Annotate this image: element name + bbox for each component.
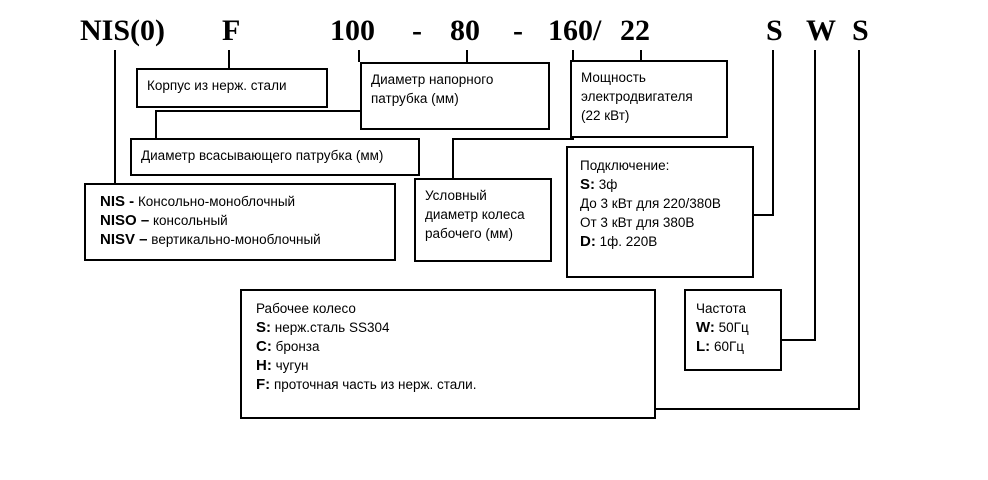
box-pump-types-row-3 — [100, 230, 380, 249]
box-impeller-material-row-1 — [256, 318, 640, 337]
box-impeller-material-row-2-code: C: — [256, 338, 272, 355]
box-connection-row-1-code: S: — [580, 176, 595, 193]
box-stainless-body-line-1: Корпус из нерж. стали — [147, 78, 287, 93]
box-frequency-title: Частота — [696, 301, 747, 316]
box-impeller-material-row-3-text: чугун — [275, 358, 309, 373]
box-motor-power — [570, 60, 728, 138]
box-impeller-material-title: Рабочее колесо — [256, 301, 356, 316]
box-pressure-nozzle-line-1: Диаметр напорного — [371, 72, 494, 87]
connector-s2-vertical — [858, 50, 860, 409]
connector-f-vertical — [228, 50, 230, 68]
code-token-w: W — [806, 14, 836, 47]
box-pump-types-row-2 — [100, 211, 380, 230]
code-token-80: 80 — [450, 14, 480, 47]
box-connection-row-1 — [580, 175, 740, 194]
code-token-f: F — [222, 14, 241, 47]
code-token-s1: S — [766, 14, 783, 47]
connector-160-vertical — [452, 138, 454, 178]
box-motor-power-line-1: Мощность — [581, 70, 646, 85]
box-impeller-material-row-4-text: проточная часть из нерж. стали. — [273, 377, 477, 392]
connector-w-vertical — [814, 50, 816, 340]
box-frequency-row-2 — [696, 337, 770, 356]
box-impeller-diameter-line-2: диаметр колеса — [425, 207, 525, 222]
connector-s1-horizontal — [754, 214, 774, 216]
box-frequency-row-2-code: L: — [696, 338, 711, 355]
box-connection-row-1-text: 3ф — [598, 177, 618, 192]
box-connection — [566, 146, 754, 278]
connector-w-horizontal — [782, 339, 816, 341]
box-connection-row-4-code: D: — [580, 233, 596, 250]
box-pump-types-row-3-text: вертикально-моноблочный — [151, 232, 321, 247]
box-frequency — [684, 289, 782, 371]
box-pump-types-row-2-text: консольный — [152, 213, 228, 228]
box-pump-types-row-1 — [100, 192, 380, 211]
box-impeller-material-row-3-code: H: — [256, 357, 272, 374]
code-token-dash-1: - — [412, 14, 422, 47]
box-suction-nozzle-line-1: Диаметр всасывающего патрубка (мм) — [141, 148, 384, 163]
box-impeller-diameter-line-1: Условный — [425, 188, 487, 203]
code-token-s2: S — [852, 14, 869, 47]
box-connection-row-4-text: 1ф. 220В — [599, 234, 658, 249]
box-pump-types-row-3-code: NISV – — [100, 231, 148, 248]
box-connection-title: Подключение: — [580, 158, 670, 173]
box-pressure-nozzle-line-2: патрубка (мм) — [371, 91, 459, 106]
box-frequency-row-1 — [696, 318, 770, 337]
connector-s2-horizontal — [655, 408, 860, 410]
box-stainless-body — [136, 68, 328, 108]
box-connection-row-4 — [580, 232, 740, 251]
code-token-100: 100 — [330, 14, 375, 47]
connector-suction-vertical — [155, 110, 157, 138]
box-impeller-material-row-1-text: нерж.сталь SS304 — [274, 320, 390, 335]
box-connection-row-3: От 3 кВт для 380В — [580, 215, 695, 230]
box-impeller-material-row-3 — [256, 356, 640, 375]
box-impeller-material — [240, 289, 656, 419]
box-impeller-material-row-2 — [256, 337, 640, 356]
box-pump-types-row-1-code: NIS - — [100, 193, 135, 210]
box-impeller-diameter-line-3: рабочего (мм) — [425, 226, 513, 241]
box-frequency-row-1-text: 50Гц — [718, 320, 749, 335]
box-impeller-diameter — [414, 178, 552, 262]
box-impeller-material-row-4-code: F: — [256, 376, 271, 393]
box-pump-types — [84, 183, 396, 261]
box-pump-types-row-1-text: Консольно-моноблочный — [137, 194, 296, 209]
code-token-160: 160/ — [548, 14, 602, 47]
box-pump-types-row-2-code: NISO – — [100, 212, 150, 229]
connector-160-horizontal — [452, 138, 574, 140]
code-token-dash-2: - — [513, 14, 523, 47]
box-frequency-row-2-text: 60Гц — [713, 339, 744, 354]
box-pressure-nozzle — [360, 62, 550, 130]
connector-s1-vertical — [772, 50, 774, 215]
code-token-nis0: NIS(0) — [80, 14, 166, 47]
connector-22-vertical — [640, 50, 642, 60]
code-token-22: 22 — [620, 14, 650, 47]
box-motor-power-line-3: (22 кВт) — [581, 108, 630, 123]
box-frequency-row-1-code: W: — [696, 319, 715, 336]
box-impeller-material-row-2-text: бронза — [275, 339, 320, 354]
box-suction-nozzle — [130, 138, 420, 176]
connector-100-vertical — [358, 50, 360, 62]
box-impeller-material-row-4 — [256, 375, 640, 394]
box-connection-row-2: До 3 кВт для 220/380В — [580, 196, 721, 211]
box-motor-power-line-2: электродвигателя — [581, 89, 693, 104]
box-impeller-material-row-1-code: S: — [256, 319, 271, 336]
connector-nis-vertical — [114, 50, 116, 183]
